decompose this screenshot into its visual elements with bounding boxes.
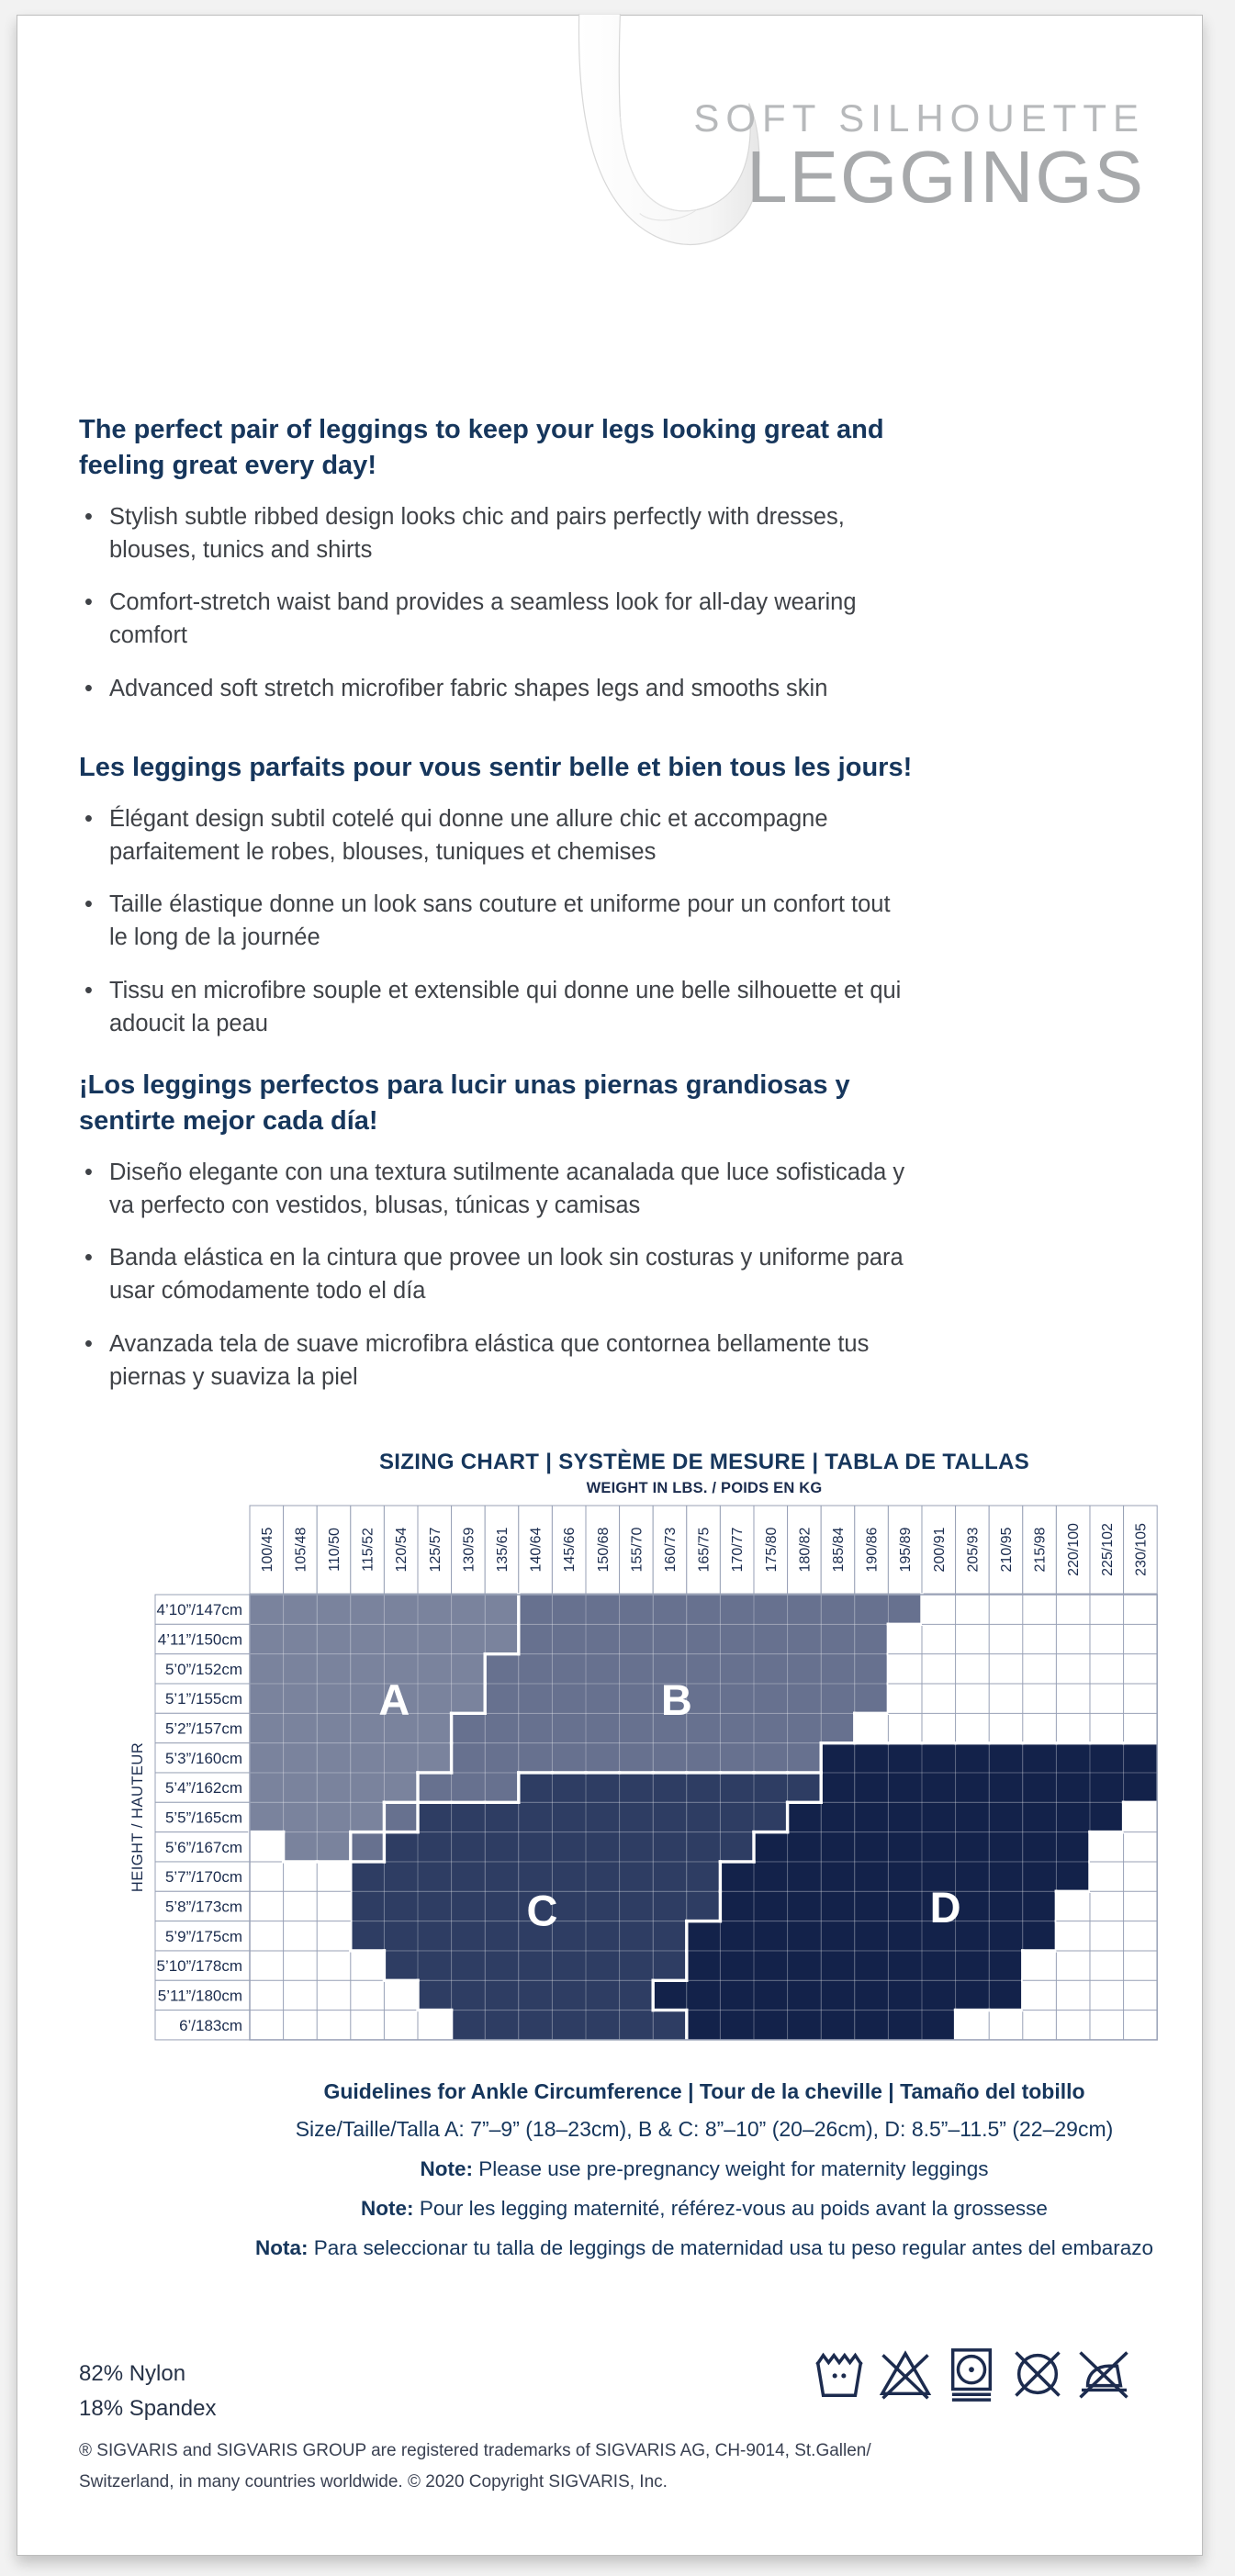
svg-text:230/105: 230/105 [1133,1523,1150,1576]
svg-text:C: C [526,1886,558,1935]
svg-text:A: A [378,1674,410,1724]
guidelines-sizes: Size/Taille/Talla A: 7”–9” (18–23cm), B & C: 8”–10” (20–26cm), D: 8.5”–11.5” (22–29cm) [295,2117,1114,2141]
svg-text:5’4”/162cm: 5’4”/162cm [164,1779,243,1798]
svg-text:5’9”/175cm: 5’9”/175cm [164,1927,243,1945]
svg-text:135/61: 135/61 [494,1527,511,1573]
bullet-fr-1: • Élégant design subtil cotelé qui donne une allure chic et accompagne parfaitement le robes, blouses, tuniques et chemises [79,802,906,868]
composition-nylon: 82% Nylon [79,2361,186,2386]
svg-text:125/57: 125/57 [427,1527,443,1573]
svg-text:D: D [929,1883,961,1932]
bullet-fr-3: • Tissu en microfibre souple et extensible qui donne une belle silhouette et qui adoucit la peau [79,974,906,1040]
svg-text:5’0”/152cm: 5’0”/152cm [164,1660,243,1678]
product-sheet-page [17,15,1203,2556]
bullet-marker: • [84,589,93,616]
sizing-grid-svg [120,1505,1160,2046]
bullet-marker: • [84,503,93,530]
bullet-marker: • [84,1330,93,1357]
svg-text:225/102: 225/102 [1099,1523,1116,1576]
svg-text:5’1”/155cm: 5’1”/155cm [164,1690,243,1708]
svg-text:175/80: 175/80 [763,1527,780,1573]
svg-text:195/89: 195/89 [898,1527,915,1573]
do-not-dry-clean-icon [1009,2346,1066,2402]
bullet-marker: • [84,977,93,1003]
tumble-dry-delicate-icon [943,2346,1000,2402]
note-es: Nota: Para seleccionar tu talla de leggings de maternidad usa tu peso regular antes del embarazo [254,2236,1154,2259]
sizing-chart [120,1450,1160,2046]
svg-text:115/52: 115/52 [360,1528,376,1572]
svg-text:110/50: 110/50 [327,1528,343,1572]
bullet-en-2: • Comfort-stretch waist band provides a seamless look for all-day wearing comfort [79,586,906,652]
svg-text:130/59: 130/59 [461,1527,477,1573]
svg-text:5’6”/167cm: 5’6”/167cm [164,1838,243,1856]
svg-text:5’7”/170cm: 5’7”/170cm [164,1868,243,1887]
svg-text:180/82: 180/82 [797,1527,814,1573]
svg-text:170/77: 170/77 [730,1527,747,1573]
bullet-marker: • [84,1245,93,1271]
bullet-es-1: • Diseño elegante con una textura sutilmente acanalada que luce sofisticada y va perfecto con vestidos, blusas, túnicas y camisas [79,1156,906,1222]
svg-text:220/100: 220/100 [1066,1523,1083,1576]
svg-text:160/73: 160/73 [662,1527,679,1573]
svg-text:190/86: 190/86 [864,1527,881,1573]
svg-text:B: B [660,1674,692,1724]
composition-spandex: 18% Spandex [79,2396,217,2421]
svg-text:5’2”/157cm: 5’2”/157cm [164,1719,243,1738]
svg-text:185/84: 185/84 [830,1527,847,1573]
svg-text:5’5”/165cm: 5’5”/165cm [164,1809,243,1827]
svg-text:120/54: 120/54 [394,1527,410,1573]
brand-soft-silhouette: SOFT SILHOUETTE [693,96,1145,140]
hand-wash-icon [811,2346,868,2402]
guidelines-title: Guidelines for Ankle Circumference | Tour de la cheville | Tamaño del tobillo [323,2079,1085,2103]
headline-es: ¡Los leggings perfectos para lucir unas piernas grandiosas y sentirte mejor cada día! [79,1070,850,1136]
guidelines-block [120,2079,1160,2260]
svg-text:100/45: 100/45 [259,1527,275,1573]
headline-fr: Les leggings parfaits pour vous sentir belle et bien tous les jours! [79,753,913,782]
section-spanish [79,1068,1162,1413]
bullet-fr-2: • Taille élastique donne un look sans couture et uniforme pour un confort tout le long de la journée [79,888,906,954]
svg-text:HEIGHT / HAUTEUR: HEIGHT / HAUTEUR [129,1742,147,1893]
svg-text:140/64: 140/64 [528,1527,545,1573]
svg-text:6’/183cm: 6’/183cm [179,2016,243,2034]
note-fr: Note: Pour les legging maternité, référez-vous au poids avant la grossesse [361,2197,1048,2220]
svg-text:5’11”/180cm: 5’11”/180cm [157,1987,243,2005]
brand-wordmark [693,96,1145,218]
svg-text:5’3”/160cm: 5’3”/160cm [164,1749,243,1767]
sizing-chart-subtitle: WEIGHT IN LBS. / POIDS EN KG [586,1480,823,1496]
do-not-bleach-icon [877,2346,934,2402]
sizing-chart-title: SIZING CHART | SYSTÈME DE MESURE | TABLA DE TALLAS [379,1450,1029,1474]
do-not-iron-icon [1075,2346,1132,2402]
bullet-marker: • [84,1159,93,1185]
care-icons-row [811,2346,1132,2402]
svg-text:215/98: 215/98 [1032,1527,1049,1573]
trademark-text: ® SIGVARIS and SIGVARIS GROUP are registered trademarks of SIGVARIS AG, CH-9014, St.Gallen/ Switzerland, in many countries worldwide. © 2020 Copyright SIGVARIS, Inc. [79,2441,871,2492]
svg-text:155/70: 155/70 [629,1527,646,1573]
svg-text:200/91: 200/91 [931,1527,948,1573]
note-en: Note: Please use pre-pregnancy weight for maternity leggings [420,2157,989,2180]
bullet-es-2: • Banda elástica en la cintura que provee un look sin costuras y uniforme para usar cómodamente todo el día [79,1241,906,1307]
bullet-marker: • [84,675,93,701]
svg-text:4’10”/147cm: 4’10”/147cm [156,1601,243,1619]
bullet-en-3: • Advanced soft stretch microfiber fabric shapes legs and smooths skin [79,672,906,705]
svg-text:105/48: 105/48 [293,1527,309,1573]
bullet-en-1: • Stylish subtle ribbed design looks chic and pairs perfectly with dresses, blouses, tunics and shirts [79,500,906,566]
svg-text:205/93: 205/93 [965,1527,982,1573]
svg-text:5’8”/173cm: 5’8”/173cm [164,1898,243,1916]
brand-leggings: LEGGINGS [747,136,1145,218]
section-french [79,750,1162,1059]
bullet-es-3: • Avanzada tela de suave microfibra elástica que contornea bellamente tus piernas y suaviza la piel [79,1327,906,1394]
fabric-composition [79,2357,216,2426]
svg-text:4’11”/150cm: 4’11”/150cm [157,1630,243,1649]
svg-text:210/95: 210/95 [998,1527,1015,1573]
svg-text:145/66: 145/66 [562,1527,578,1573]
headline-en: The perfect pair of leggings to keep your legs looking great and feeling great every day! [79,415,884,480]
section-english [79,412,1162,724]
svg-text:150/68: 150/68 [595,1527,612,1573]
svg-text:5’10”/178cm: 5’10”/178cm [156,1957,243,1976]
bullet-marker: • [84,891,93,918]
svg-text:165/75: 165/75 [696,1527,713,1573]
bullet-marker: • [84,805,93,832]
